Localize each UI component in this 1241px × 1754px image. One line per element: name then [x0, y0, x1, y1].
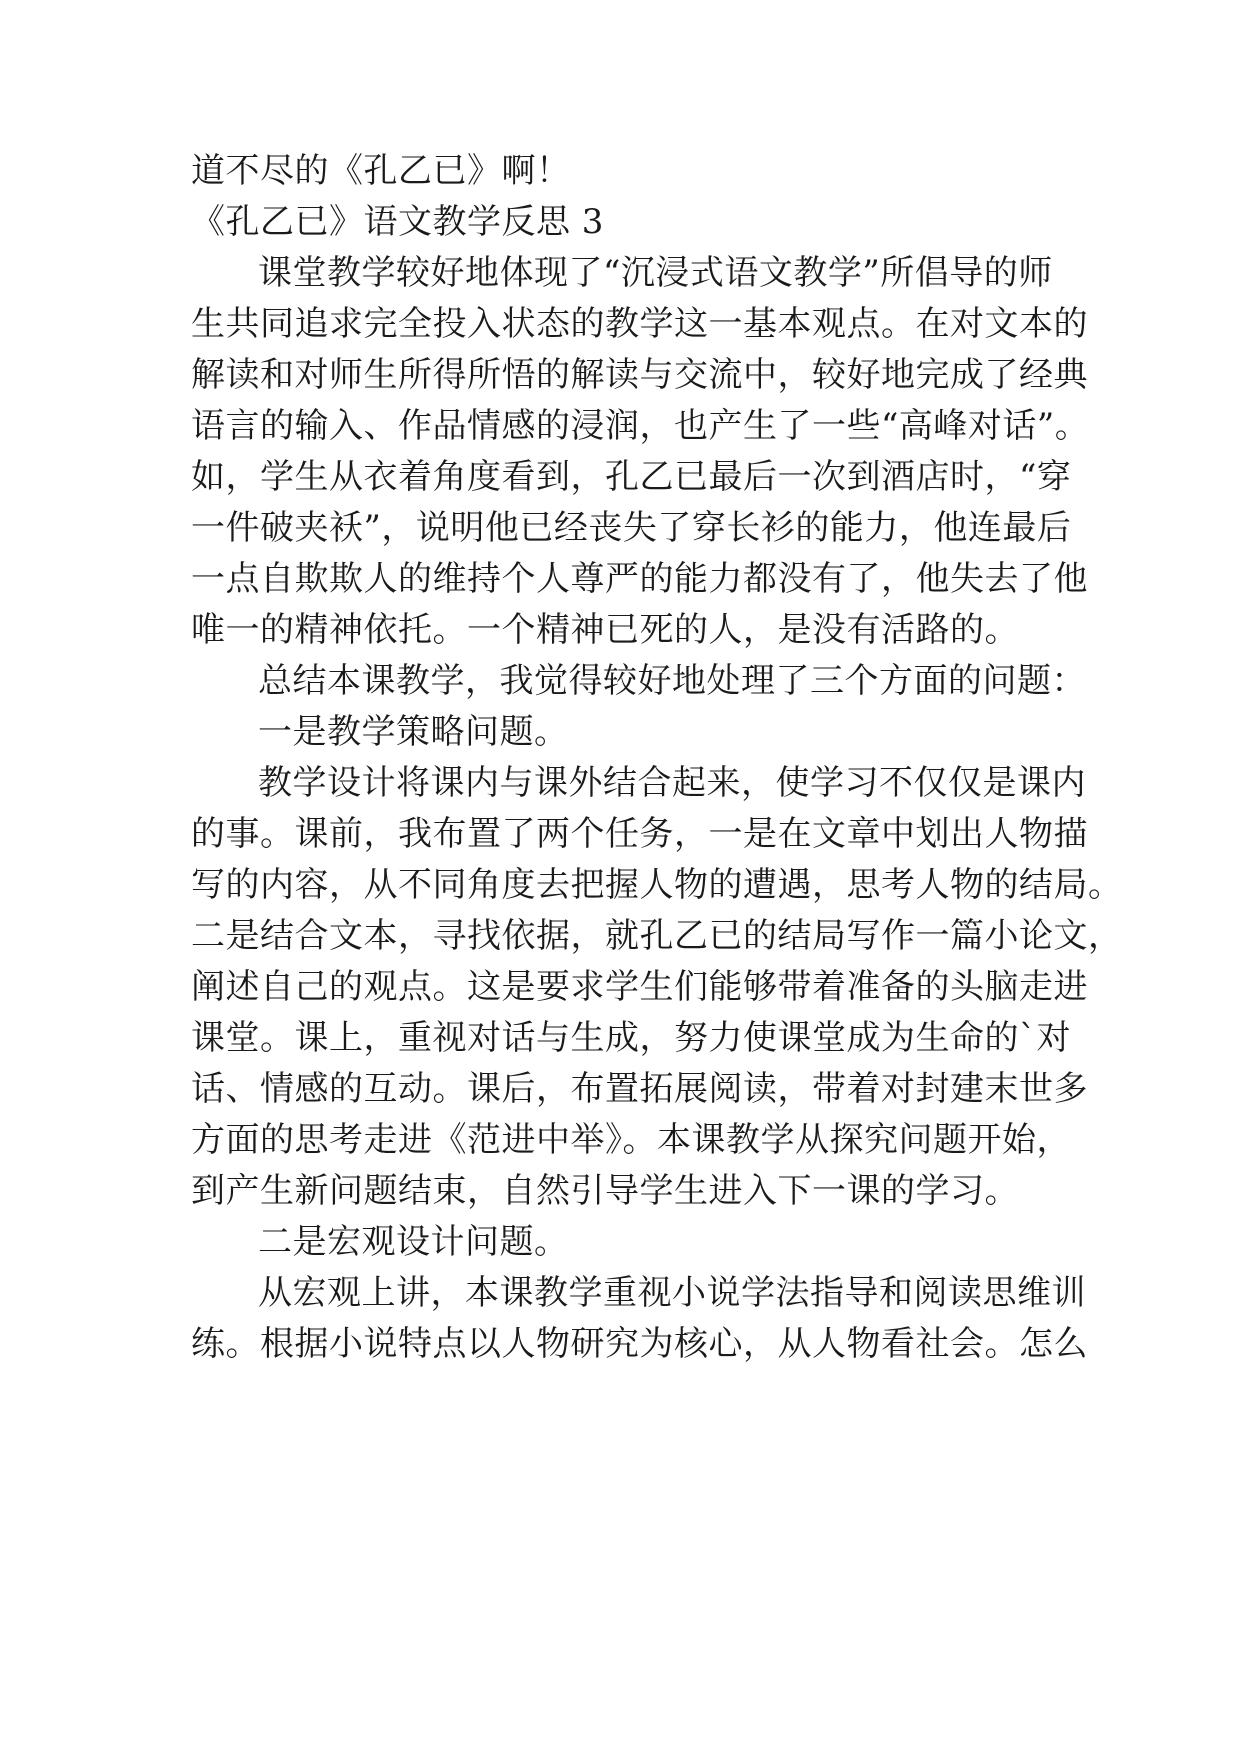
text-line: 解读和对师生所得所悟的解读与交流中，较好地完成了经典	[191, 355, 1088, 395]
text-line: 练。根据小说特点以人物研究为核心，从人物看社会。怎么	[191, 1324, 1088, 1364]
section-heading: 《孔乙已》语文教学反思 3	[191, 202, 604, 242]
text-line: 到产生新问题结束，自然引导学生进入下一课的学习。	[191, 1171, 1019, 1211]
text-line: 二是宏观设计问题。	[258, 1222, 569, 1262]
text-line: 生共同追求完全投入状态的教学这一基本观点。在对文本的	[191, 304, 1088, 344]
text-line: 写的内容，从不同角度去把握人物的遭遇，思考人物的结局。	[191, 865, 1123, 905]
text-line: 教学设计将课内与课外结合起来，使学习不仅仅是课内	[258, 763, 1086, 803]
text-line: 总结本课教学，我觉得较好地处理了三个方面的问题：	[258, 661, 1086, 701]
text-line: 道不尽的《孔乙已》啊！	[191, 151, 571, 191]
text-line: 一件破夹袄”，说明他已经丧失了穿长衫的能力，他连最后	[191, 508, 1072, 548]
text-line: 语言的输入、作品情感的浸润，也产生了一些“高峰对话”。	[191, 406, 1090, 446]
text-line: 唯一的精神依托。一个精神已死的人，是没有活路的。	[191, 610, 1019, 650]
text-line: 的事。课前，我布置了两个任务，一是在文章中划出人物描	[191, 814, 1088, 854]
text-line: 从宏观上讲，本课教学重视小说学法指导和阅读思维训	[258, 1273, 1086, 1313]
text-line: 如，学生从衣着角度看到，孔乙已最后一次到酒店时，“穿	[191, 457, 1072, 497]
text-line: 一是教学策略问题。	[258, 712, 569, 752]
text-line: 课堂。课上，重视对话与生成，努力使课堂成为生命的`对	[191, 1018, 1071, 1058]
text-line: 方面的思考走进《范进中举》。本课教学从探究问题开始，	[191, 1120, 1071, 1160]
text-line: 二是结合文本，寻找依据，就孔乙已的结局写作一篇小论文，	[191, 916, 1123, 956]
text-line: 一点自欺欺人的维持个人尊严的能力都没有了，他失去了他	[191, 559, 1088, 599]
text-line: 话、情感的互动。课后，布置拓展阅读，带着对封建末世多	[191, 1069, 1088, 1109]
text-line: 阐述自己的观点。这是要求学生们能够带着准备的头脑走进	[191, 967, 1088, 1007]
text-line: 课堂教学较好地体现了“沉浸式语文教学”所倡导的师	[258, 253, 1053, 293]
